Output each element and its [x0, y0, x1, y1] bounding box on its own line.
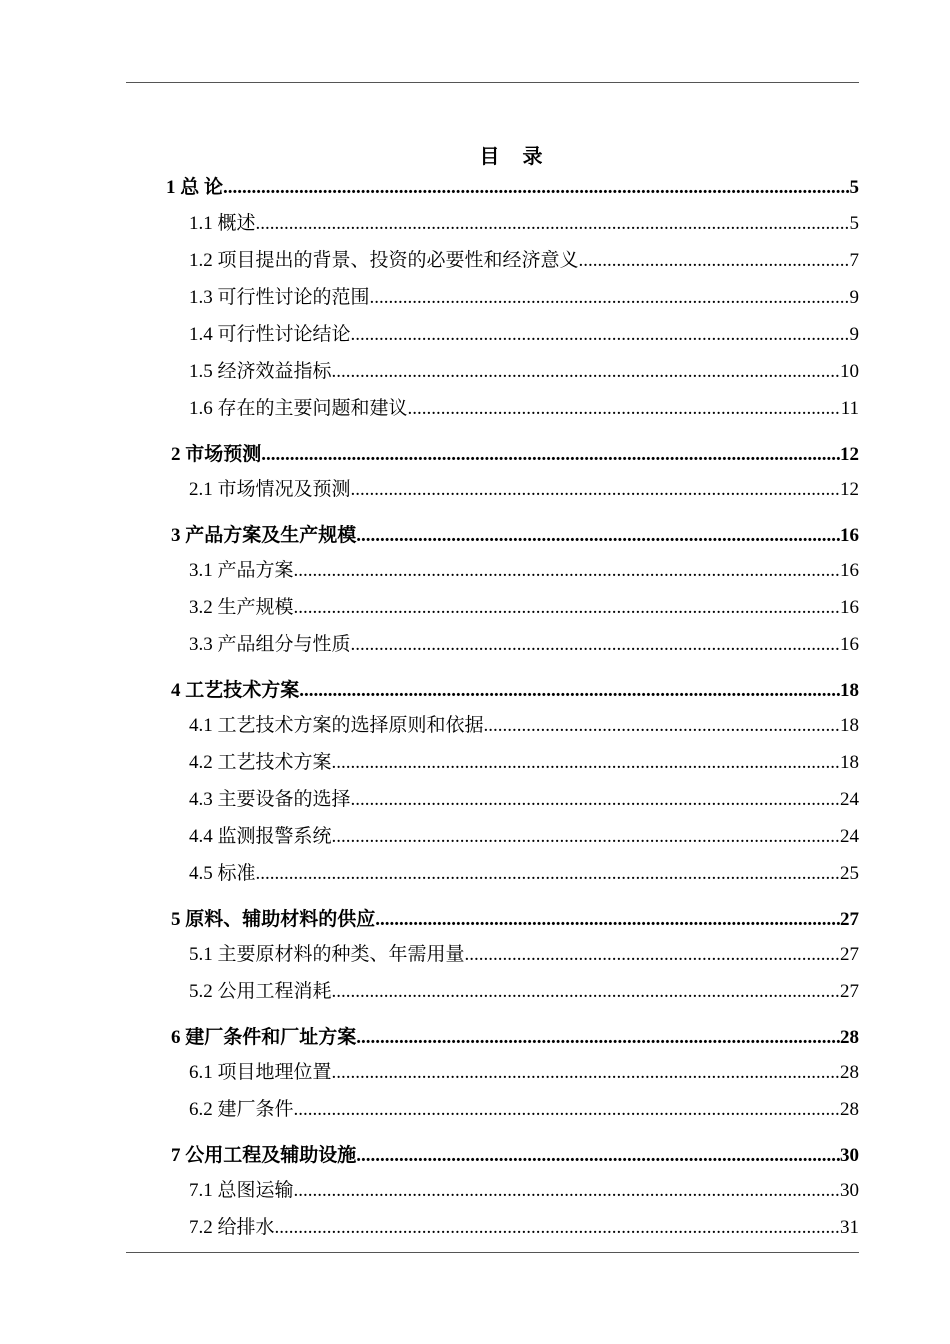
- toc-entry-page: 27: [840, 944, 859, 965]
- toc-leader: [294, 1099, 840, 1121]
- toc-entry-label: 1.5 经济效益指标: [189, 361, 332, 382]
- toc-entry-label: 3 产品方案及生产规模: [171, 525, 357, 546]
- toc-entry-page: 24: [840, 789, 859, 810]
- toc-entry-page: 28: [840, 1099, 859, 1120]
- toc-leader: [356, 1027, 840, 1049]
- footer-rule: [126, 1252, 859, 1253]
- toc-leader: [351, 634, 840, 656]
- toc-entry-label: 3.1 产品方案: [189, 560, 294, 581]
- toc-entry-page: 16: [840, 597, 859, 618]
- toc-leader: [332, 981, 840, 1003]
- toc-leader: [408, 398, 841, 420]
- toc-entry-6-2[interactable]: [189, 1094, 859, 1121]
- toc-leader: [375, 909, 840, 931]
- toc-entry-label: 1.4 可行性讨论结论: [189, 324, 351, 345]
- toc-leader: [332, 1062, 840, 1084]
- toc-entry-2-1[interactable]: [189, 474, 859, 501]
- toc-leader: [351, 479, 840, 501]
- toc-entry-7-2[interactable]: [189, 1212, 859, 1239]
- toc-entry-1-3[interactable]: [189, 282, 859, 309]
- toc-entry-page: 10: [840, 361, 859, 382]
- toc-leader: [484, 715, 840, 737]
- toc-entry-page: 18: [840, 715, 859, 736]
- toc-entry-label: 7 公用工程及辅助设施: [171, 1145, 357, 1166]
- toc-entry-label: 4.2 工艺技术方案: [189, 752, 332, 773]
- toc-title: 目 录: [479, 144, 551, 168]
- toc-entry-label: 4.4 监测报警系统: [189, 826, 332, 847]
- toc-entry-label: 6.2 建厂条件: [189, 1099, 294, 1120]
- toc-leader: [223, 177, 849, 199]
- toc-entry-1-4[interactable]: [189, 319, 859, 346]
- toc-leader: [294, 1180, 840, 1202]
- toc-entry-label: 1.3 可行性讨论的范围: [189, 287, 370, 308]
- toc-entry-label: 5.2 公用工程消耗: [189, 981, 332, 1002]
- toc-entry-label: 4.1 工艺技术方案的选择原则和依据: [189, 715, 484, 736]
- toc-entry-label: 1.6 存在的主要问题和建议: [189, 398, 408, 419]
- toc-leader: [256, 213, 850, 235]
- toc-entry-6-1[interactable]: [189, 1057, 859, 1084]
- toc-leader: [256, 863, 840, 885]
- toc-entry-label: 5.1 主要原材料的种类、年需用量: [189, 944, 465, 965]
- toc-leader: [332, 826, 840, 848]
- toc-entry-page: 11: [840, 398, 859, 419]
- toc-entry-label: 6.1 项目地理位置: [189, 1062, 332, 1083]
- toc-entry-4-5[interactable]: [189, 858, 859, 885]
- toc-entry-page: 7: [849, 250, 859, 271]
- toc-entry-page: 30: [840, 1145, 859, 1166]
- toc-entry-5-2[interactable]: [189, 976, 859, 1003]
- toc-leader: [299, 680, 840, 702]
- toc-leader: [351, 324, 850, 346]
- toc-entry-page: 16: [840, 560, 859, 581]
- toc-entry-3-2[interactable]: [189, 592, 859, 619]
- toc-entry-3-3[interactable]: [189, 629, 859, 656]
- toc-entry-label: 3.3 产品组分与性质: [189, 634, 351, 655]
- toc-entry-page: 5: [849, 177, 859, 198]
- toc-entry-page: 25: [840, 863, 859, 884]
- toc-entry-page: 31: [840, 1217, 859, 1238]
- toc-entry-page: 28: [840, 1062, 859, 1083]
- toc-leader: [351, 789, 840, 811]
- toc-entry-label: 2.1 市场情况及预测: [189, 479, 351, 500]
- toc-entry-label: 1 总 论: [166, 177, 224, 198]
- toc-entry-label: 3.2 生产规模: [189, 597, 294, 618]
- toc-leader: [332, 752, 840, 774]
- toc-entry-2[interactable]: [171, 439, 859, 466]
- toc-entry-label: 7.2 给排水: [189, 1217, 275, 1238]
- toc-entry-label: 7.1 总图运输: [189, 1180, 294, 1201]
- toc-entry-4-1[interactable]: [189, 710, 859, 737]
- toc-entry-label: 1.1 概述: [189, 213, 256, 234]
- toc-entry-page: 16: [840, 525, 859, 546]
- toc-entry-1-5[interactable]: [189, 356, 859, 383]
- toc-entry-3[interactable]: [171, 520, 859, 547]
- toc-leader: [332, 361, 840, 383]
- toc-entry-page: 27: [840, 909, 859, 930]
- toc-leader: [261, 444, 840, 466]
- toc-entry-label: 2 市场预测: [171, 444, 262, 465]
- toc-entry-page: 18: [840, 752, 859, 773]
- toc-entry-1-2[interactable]: [189, 245, 859, 272]
- toc-entry-page: 30: [840, 1180, 859, 1201]
- toc-entry-3-1[interactable]: [189, 555, 859, 582]
- header-rule: [126, 82, 859, 83]
- toc-entry-page: 27: [840, 981, 859, 1002]
- toc-entry-page: 16: [840, 634, 859, 655]
- toc-leader: [275, 1217, 840, 1239]
- toc-entry-page: 9: [849, 287, 859, 308]
- toc-entry-label: 6 建厂条件和厂址方案: [171, 1027, 357, 1048]
- toc-entry-label: 1.2 项目提出的背景、投资的必要性和经济意义: [189, 250, 579, 271]
- toc-entry-4[interactable]: [171, 675, 859, 702]
- toc-entry-1-6[interactable]: [189, 393, 859, 420]
- toc-leader: [579, 250, 850, 272]
- toc-entry-page: 12: [840, 444, 859, 465]
- toc-entry-4-2[interactable]: [189, 747, 859, 774]
- toc-entry-4-3[interactable]: [189, 784, 859, 811]
- toc-entry-1[interactable]: [166, 172, 859, 199]
- toc-leader: [370, 287, 850, 309]
- toc-entry-4-4[interactable]: [189, 821, 859, 848]
- toc-entry-1-1[interactable]: [189, 208, 859, 235]
- toc-entry-5[interactable]: [171, 904, 859, 931]
- toc-leader: [294, 560, 840, 582]
- toc-entry-page: 18: [840, 680, 859, 701]
- toc-entry-page: 12: [840, 479, 859, 500]
- toc-entry-page: 9: [849, 324, 859, 345]
- toc-entry-label: 4.5 标准: [189, 863, 256, 884]
- toc-entry-7[interactable]: [171, 1140, 859, 1167]
- toc-entry-label: 5 原料、辅助材料的供应: [171, 909, 376, 930]
- toc-entry-5-1[interactable]: [189, 939, 859, 966]
- toc-entry-6[interactable]: [171, 1022, 859, 1049]
- toc-entry-label: 4 工艺技术方案: [171, 680, 300, 701]
- toc-leader: [294, 597, 840, 619]
- toc-entry-7-1[interactable]: [189, 1175, 859, 1202]
- toc-leader: [465, 944, 840, 966]
- toc-entry-page: 24: [840, 826, 859, 847]
- toc-leader: [356, 525, 840, 547]
- toc-entry-label: 4.3 主要设备的选择: [189, 789, 351, 810]
- toc-entry-page: 28: [840, 1027, 859, 1048]
- toc-entry-page: 5: [849, 213, 859, 234]
- toc-leader: [356, 1145, 840, 1167]
